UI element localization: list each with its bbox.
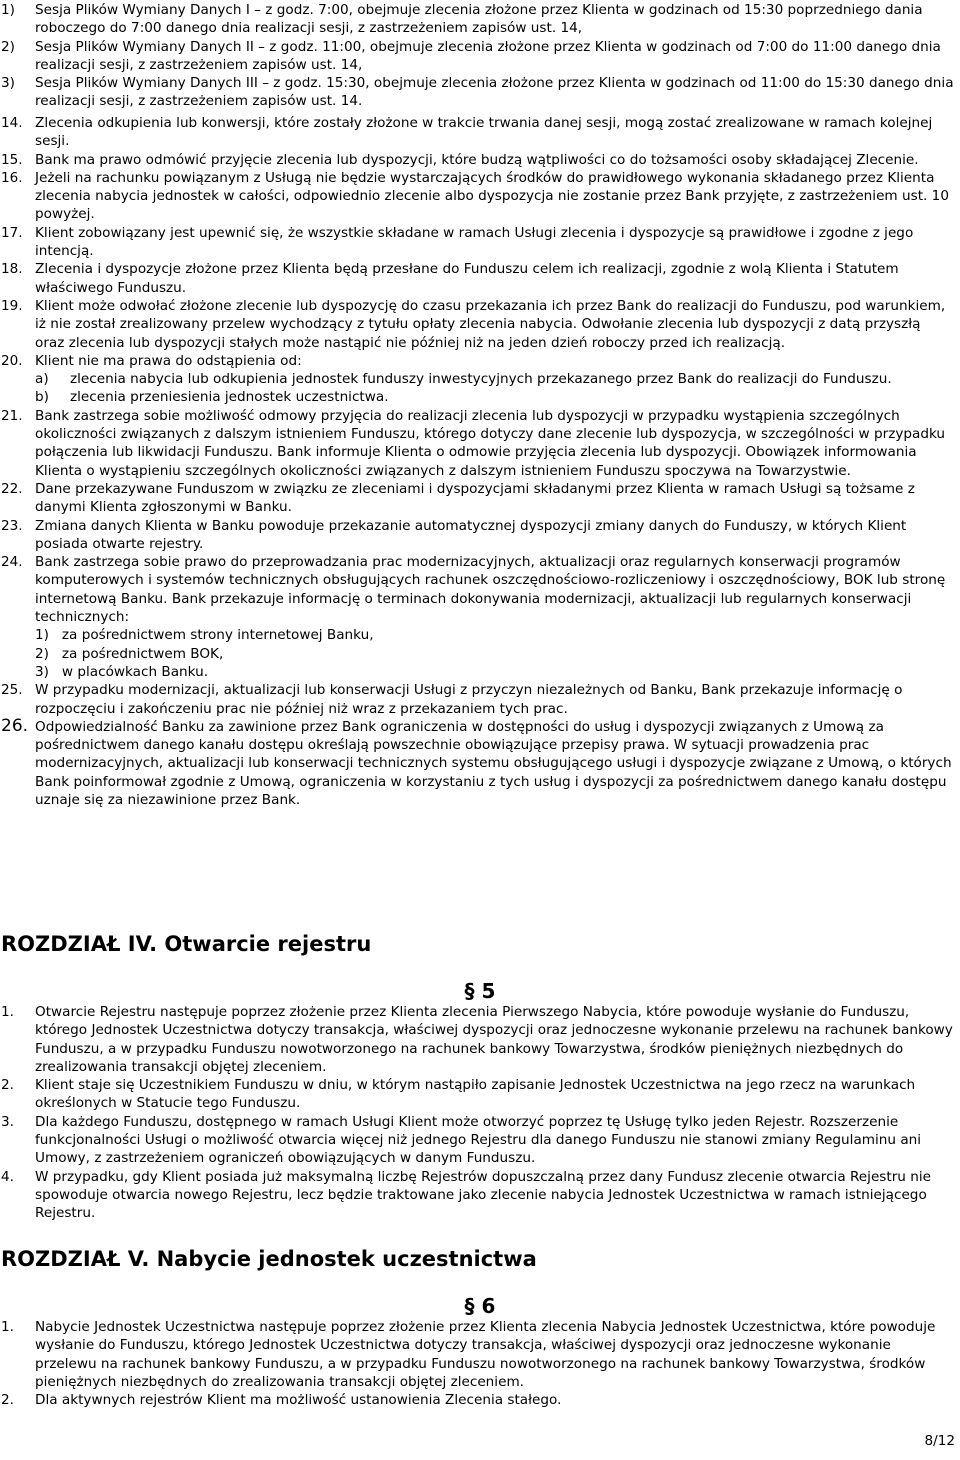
paragraph-list [0, 1003, 960, 1223]
sub-item: 2) za pośrednictwem BOK, [35, 645, 224, 662]
paragraph-list [0, 114, 960, 809]
list-item: 2. Klient staje się Uczestnikiem Funduszu w dniu, w którym nastąpiło zapisanie Jednostek Uczestnictwa na jego rzecz na warunkach określonych w Statucie tego Funduszu. [1, 1077, 916, 1112]
list-item: 18. Zlecenia i dyspozycje złożone przez Klienta będą przesłane do Funduszu celem ich realizacji, zgodnie z wolą Klienta i Statutem właściwego Funduszu. [1, 261, 899, 296]
sub-item: 3) w placówkach Banku. [35, 663, 209, 680]
list-item: 23. Zmiana danych Klienta w Banku powoduje przekazanie automatycznej dyspozycji zmiany danych do Funduszy, w których Klient posiada otwarte rejestry. [1, 517, 907, 552]
list-item: 17. Klient zobowiązany jest upewnić się, że wszystkie składane w ramach Usługi zlecenia i dyspozycje są prawidłowe i zgodne z jego intencją. [1, 224, 914, 260]
chapter-title: ROZDZIAŁ IV. Otwarcie rejestru [1, 932, 372, 956]
list-item: 16. Jeżeli na rachunku powiązanym z Usługą nie będzie wystarczających środków do prawidłowego wykonania składanego przez Klienta zlecenia nabycia jednostek w całości, odpowiednio zlecenie albo dyspozycja nie zostanie przez Bank przyjęte, z zastrzeżeniem ust. 10 powyżej. [1, 169, 949, 223]
chapter-title: ROZDZIAŁ V. Nabycie jednostek uczestnictwa [1, 1247, 537, 1271]
list-item: 22. Dane przekazywane Funduszom w związku ze zleceniami i dyspozycjami składanymi przez Klienta w ramach Usługi są tożsame z danymi Klienta zgłoszonymi w Banku. [1, 480, 915, 516]
section-number: § 5 [464, 979, 496, 1003]
list-item: 3) Sesja Plików Wymiany Danych III – z godz. 15:30, obejmuje zlecenia złożone przez Klienta w godzinach od 11:00 do 15:30 danego dnia realizacji sesji, z zastrzeżeniem zapisów ust. 14. [1, 75, 954, 110]
list-item: 19. Klient może odwołać złożone zlecenie lub dyspozycję do czasu przekazania ich przez Bank do realizacji do Funduszu, pod warunkiem, iż nie został zrealizowany przelew wychodzący z tytułu opłaty zlecenia nabycia. Odwołanie zlecenia lub dyspozycji z datą przyszłą oraz zlecenia lub dyspozycji stałych może nastąpić nie później niż na jeden dzień roboczy przed ich realizacją. [1, 297, 946, 351]
list-item: 1) Sesja Plików Wymiany Danych I – z godz. 7:00, obejmuje zlecenia złożone przez Klienta w godzinach od 15:30 poprzedniego dania roboczego do 7:00 danego dnia realizacji sesji, z zastrzeżeniem zapisów ust. 14, [1, 2, 923, 37]
list-item: 2) Sesja Plików Wymiany Danych II – z godz. 11:00, obejmuje zlecenia złożone przez Klienta w godzinach od 7:00 do 11:00 danego dnia realizacji sesji, z zastrzeżeniem zapisów ust. 14, [1, 38, 941, 73]
sub-item: a) zlecenia nabycia lub odkupienia jednostek funduszy inwestycyjnych przekazanego przez Bank do realizacji do Funduszu. [35, 371, 892, 388]
page-number: 8/12 [924, 1432, 955, 1449]
list-item: 15. Bank ma prawo odmówić przyjęcie zlecenia lub dyspozycji, które budzą wątpliwości co do tożsamości osoby składającej Zlecenie. [1, 151, 919, 168]
list-item: 25. W przypadku modernizacji, aktualizacji lub konserwacji Usługi z przyczyn niezależnych od Banku, Bank przekazuje informację o rozpoczęciu i zakończeniu prac nie później niż wraz z przekazaniem tych prac. [1, 682, 903, 717]
list-item: 3. Dla każdego Funduszu, dostępnego w ramach Usługi Klient może otworzyć poprzez tę Usługę tylko jeden Rejestr. Rozszerzenie funkcjonalności Usługi o możliwość otwarcia więcej niż jednego Rejestru dla danego Funduszu nie stanowi zmiany Regulaminu ani Umowy, z zastrzeżeniem ograniczeń obowiązujących w danym Funduszu. [1, 1113, 922, 1167]
section-number: § 6 [464, 1294, 496, 1318]
chapter-4 [0, 931, 960, 1223]
list-item: 24. Bank zastrzega sobie prawo do przeprowadzania prac modernizacyjnych, aktualizacji oraz regularnych konserwacji programów komputerowych i systemów technicznych obsługujących rachunek oszczędnościowo-rozliczeniowy i oszczędnościowy, BOK lub stronę internetową Banku. Bank przekazuje informację o terminach dokonywania modernizacji, aktualizacji lub regularnych konserwacji technicznych: 1) za pośrednictwem strony internetowej Banku, 2) za pośrednictwem BOK, 3) w placówkach Banku. [0, 553, 960, 681]
list-item: 14. Zlecenia odkupienia lub konwersji, które zostały złożone w trakcie trwania danej sesji, mogą zostać zrealizowane w ramach kolejnej sesji. [1, 115, 933, 150]
chapter-5 [0, 1246, 960, 1409]
sub-item: 1) za pośrednictwem strony internetowej Banku, [35, 627, 374, 644]
list-item: 4. W przypadku, gdy Klient posiada już maksymalną liczbę Rejestrów dopuszczalną przez dany Fundusz zlecenie otwarcia Rejestru nie spowoduje otwarcia nowego Rejestru, lecz będzie traktowane jako zlecenie nabycia Jednostek Uczestnictwa w ramach istniejącego Rejestru. [1, 1168, 932, 1222]
list-item: 20. Klient nie ma prawa do odstąpienia od: a) zlecenia nabycia lub odkupienia jednostek funduszy inwestycyjnych przekazanego przez Bank do realizacji do Funduszu. b) zlecenia przeniesienia jednostek uczestnictwa. [0, 352, 960, 407]
list-item: 26. Odpowiedzialność Banku za zawinione przez Bank ograniczenia w dostępności do usług i dyspozycji związanych z Umową za pośrednictwem danego kanału dostępu określają powszechnie obowiązujące przepisy prawa. W sytuacji prowadzenia prac modernizacyjnych, aktualizacji lub konserwacji technicznych systemu obsługującego usługi i dyspozycje związane z Umową, o których Bank poinformował zgodnie z Umową, ograniczenia w korzystaniu z tych usług i dyspozycji za pośrednictwem danego kanału dostępu uznaje się za niezawinione przez Bank. [1, 715, 952, 808]
list-item: 21. Bank zastrzega sobie możliwość odmowy przyjęcia do realizacji zlecenia lub dyspozycji w przypadku wystąpienia szczególnych okoliczności związanych z dalszym istnieniem Funduszu, którego dotyczy dane zlecenie lub dyspozycja, w szczególności w przypadku połączenia lub likwidacji Funduszu. Bank informuje Klienta o odmowie przyjęcia zlecenia lub dyspozycji. Obowiązek informowania Klienta o wystąpieniu szczególnych okoliczności związanych z dalszym istnieniem Funduszu spoczywa na Towarzystwie. [1, 407, 946, 479]
paragraph-list [0, 1318, 960, 1409]
list-item: 1. Nabycie Jednostek Uczestnictwa następuje poprzez złożenie przez Klienta zlecenia Nabycia Jednostek Uczestnictwa, które powoduje wysłanie do Funduszu, którego Jednostek Uczestnictwa dotyczy transakcja, właściwej dyspozycji oraz jednoczesne wykonanie przelewu na rachunek bankowy Funduszu, a w przypadku Funduszu nowotworzonego na rachunek bankowy Towarzystwa, środków pieniężnych niezbędnych do zrealizowania transakcji objętej zleceniem. [1, 1319, 936, 1390]
list-item: 1. Otwarcie Rejestru następuje poprzez złożenie przez Klienta zlecenia Pierwszego Nabycia, które powoduje wysłanie do Funduszu, którego Jednostek Uczestnictwa dotyczy transakcja, właściwej dyspozycji oraz jednoczesne wykonanie przelewu na rachunek bankowy Funduszu, a w przypadku Funduszu nowotworzonego na rachunek bankowy Towarzystwa, środków pieniężnych niezbędnych do zrealizowania transakcji objętej zleceniem. [1, 1004, 953, 1075]
list-item: 2. Dla aktywnych rejestrów Klient ma możliwość ustanowienia Zlecenia stałego. [1, 1392, 562, 1409]
sub-item: b) zlecenia przeniesienia jednostek uczestnictwa. [35, 389, 389, 406]
session-list [0, 1, 960, 111]
